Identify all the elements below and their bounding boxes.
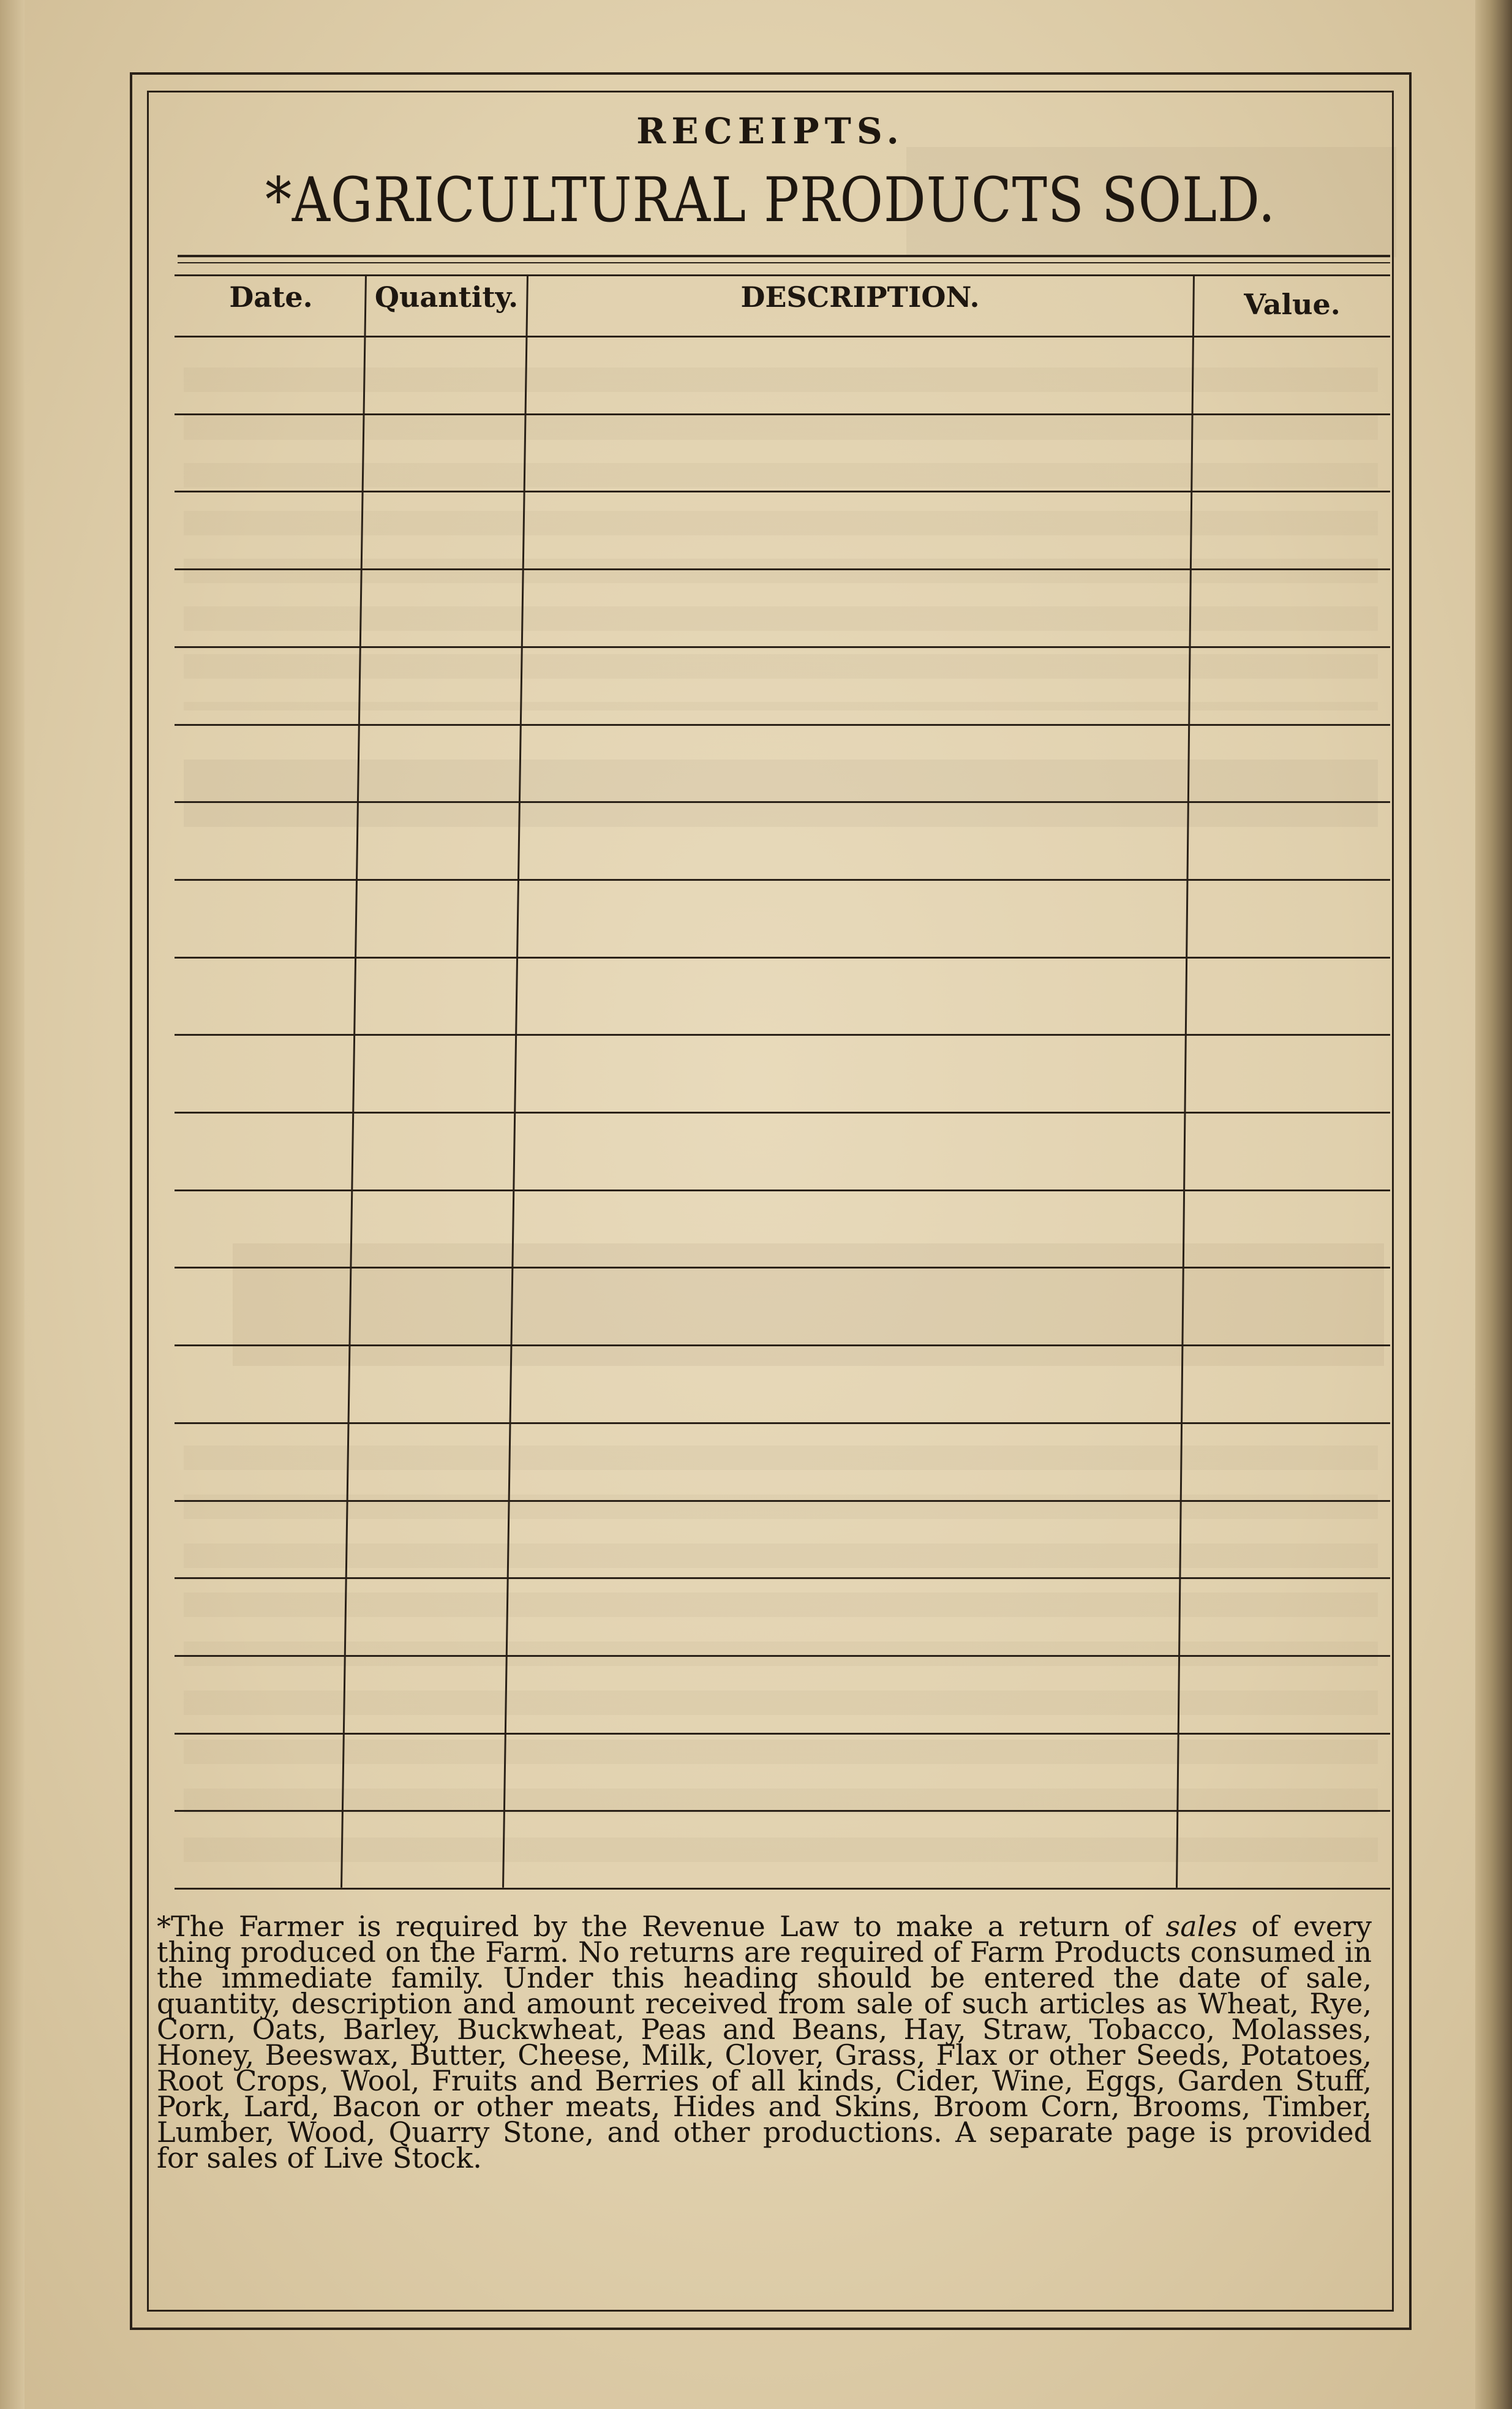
receipts-heading: RECEIPTS. [636, 110, 905, 152]
footnote-lead: *The Farmer is required by the Revenue Law to make a return of [157, 1910, 1166, 1943]
table-row-rule [175, 1888, 1390, 1890]
header-bottom-rule [175, 336, 1390, 337]
table-row-rule [175, 646, 1390, 648]
table-top-rule [175, 274, 1390, 276]
table-row-rule [175, 1655, 1390, 1657]
footnote-body: of every thing produced on the Farm. No returns are required of Farm Products consumed in the immediate family. Under this heading should be entered the date of sale, quantity, description and amount received from sale of such articles as Wheat, Rye, Corn, Oats, Barley, Buckwheat, Peas and Beans, Hay, Straw, Tobacco, Molasses, Honey, Beeswax, Butter, Cheese, Milk, Clover, Grass, Flax or other Seeds, Potatoes, Root Crops, Wool, Fruits and Berries of all kinds, Cider, Wine, Eggs, Garden Stuff, Pork, Lard, Bacon or other meats, Hides and Skins, Broom Corn, Brooms, Timber, Lumber, Wood, Quarry Stone, and other productions. A separate page is provided for sales of Live Stock. [157, 1910, 1372, 2174]
column-header-date: Date. [229, 281, 313, 314]
table-row-rule [175, 1189, 1390, 1191]
book-spine [1475, 0, 1512, 2409]
column-header-quantity: Quantity. [374, 281, 519, 314]
column-header-description: DESCRIPTION. [740, 281, 980, 314]
page-title: *AGRICULTURAL PRODUCTS SOLD. [265, 164, 1276, 236]
table-row-rule [175, 957, 1390, 959]
table-row-rule [175, 1810, 1390, 1812]
table-row-rule [175, 1344, 1390, 1346]
footnote-emphasis: sales [1165, 1910, 1238, 1943]
table-row-rule [175, 568, 1390, 570]
table-row-rule [175, 1112, 1390, 1114]
table-row-rule [175, 413, 1390, 415]
table-row-rule [175, 1500, 1390, 1502]
footnote [157, 1910, 1372, 2174]
table-row-rule [175, 1577, 1390, 1579]
table-row-rule [175, 724, 1390, 726]
title-rule-thick [178, 255, 1390, 257]
table-row-rule [175, 1267, 1390, 1269]
table-row-rule [175, 1422, 1390, 1424]
left-page-edge [0, 0, 24, 2409]
title-rule-thin [178, 262, 1390, 263]
table-row-rule [175, 1733, 1390, 1735]
column-header-value: Value. [1244, 288, 1341, 321]
table-row-rule [175, 1034, 1390, 1036]
table-row-rule [175, 491, 1390, 492]
